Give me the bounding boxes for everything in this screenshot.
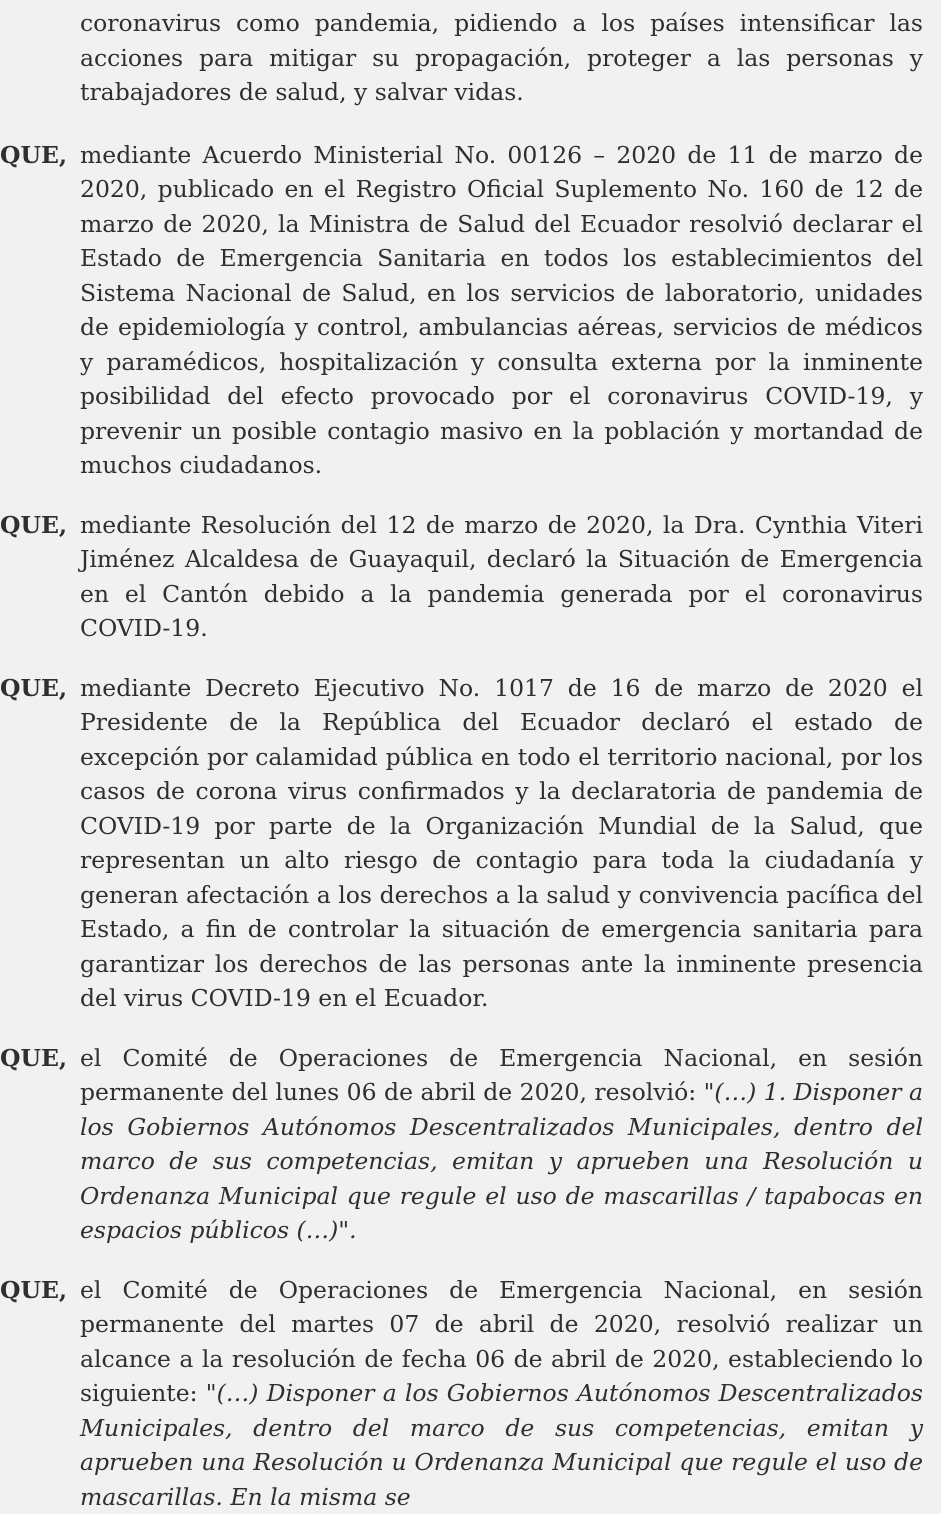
- clause-quote: "(…) 1. Disponer a los Gobiernos Autónomos Descentralizados Municipales, dentro del marco de sus competencias, emitan y aprueben una Resolución u Ordenanza Municipal que regule el uso de mascarillas / tapabocas en espacios públicos (…)".: [80, 1078, 923, 1244]
- clause-decreto-ejecutivo: [0, 671, 941, 1016]
- clause-text-plain: el Comité de Operaciones de Emergencia Nacional, en sesión permanente del lunes 06 de abril de 2020, resolvió:: [80, 1044, 923, 1107]
- intro-paragraph: coronavirus como pandemia, pidiendo a los países intensificar las acciones para mitigar su propagación, proteger a las personas y trabajadores de salud, y salvar vidas.: [0, 6, 923, 110]
- clause-text: mediante Resolución del 12 de marzo de 2020, la Dra. Cynthia Viteri Jiménez Alcaldesa de Guayaquil, declaró la Situación de Emergencia en el Cantón debido a la pandemia generada por el coronavirus COVID-19.: [80, 508, 923, 646]
- clause-keyword: QUE,: [0, 671, 80, 706]
- clause-text-plain: el Comité de Operaciones de Emergencia Nacional, en sesión permanente del martes 07 de abril de 2020, resolvió realizar un alcance a la resolución de fecha 06 de abril de 2020, estableciendo lo siguiente:: [80, 1276, 923, 1408]
- clause-keyword: QUE,: [0, 1041, 80, 1076]
- clause-text: [80, 1273, 923, 1514]
- clause-quote: "(…) Disponer a los Gobiernos Autónomos Descentralizados Municipales, dentro del marco de sus competencias, emitan y aprueben una Resolución u Ordenanza Municipal que regule el uso de mascarillas. En la misma se: [80, 1379, 923, 1511]
- clause-text: mediante Decreto Ejecutivo No. 1017 de 16 de marzo de 2020 el Presidente de la República del Ecuador declaró el estado de excepción por calamidad pública en todo el territorio nacional, por los casos de corona virus confirmados y la declaratoria de pandemia de COVID-19 por parte de la Organización Mundial de la Salud, que representan un alto riesgo de contagio para toda la ciudadanía y generan afectación a los derechos a la salud y convivencia pacífica del Estado, a fin de controlar la situación de emergencia sanitaria para garantizar los derechos de las personas ante la inminente presencia del virus COVID-19 en el Ecuador.: [80, 671, 923, 1016]
- clause-keyword: QUE,: [0, 1273, 80, 1308]
- clause-coe-06-abril: [0, 1041, 941, 1248]
- clause-keyword: QUE,: [0, 508, 80, 543]
- clause-resolucion-alcaldia: [0, 508, 941, 646]
- clause-keyword: QUE,: [0, 138, 80, 173]
- clause-acuerdo-ministerial: [0, 138, 941, 483]
- clause-text: mediante Acuerdo Ministerial No. 00126 – 2020 de 11 de marzo de 2020, publicado en el Registro Oficial Suplemento No. 160 de 12 de marzo de 2020, la Ministra de Salud del Ecuador resolvió declarar el Estado de Emergencia Sanitaria en todos los establecimientos del Sistema Nacional de Salud, en los servicios de laboratorio, unidades de epidemiología y control, ambulancias aéreas, servicios de médicos y paramédicos, hospitalización y consulta externa por la inminente posibilidad del efecto provocado por el coronavirus COVID-19, y prevenir un posible contagio masivo en la población y mortandad de muchos ciudadanos.: [80, 138, 923, 483]
- clause-text: [80, 1041, 923, 1248]
- clause-coe-07-abril: [0, 1273, 941, 1514]
